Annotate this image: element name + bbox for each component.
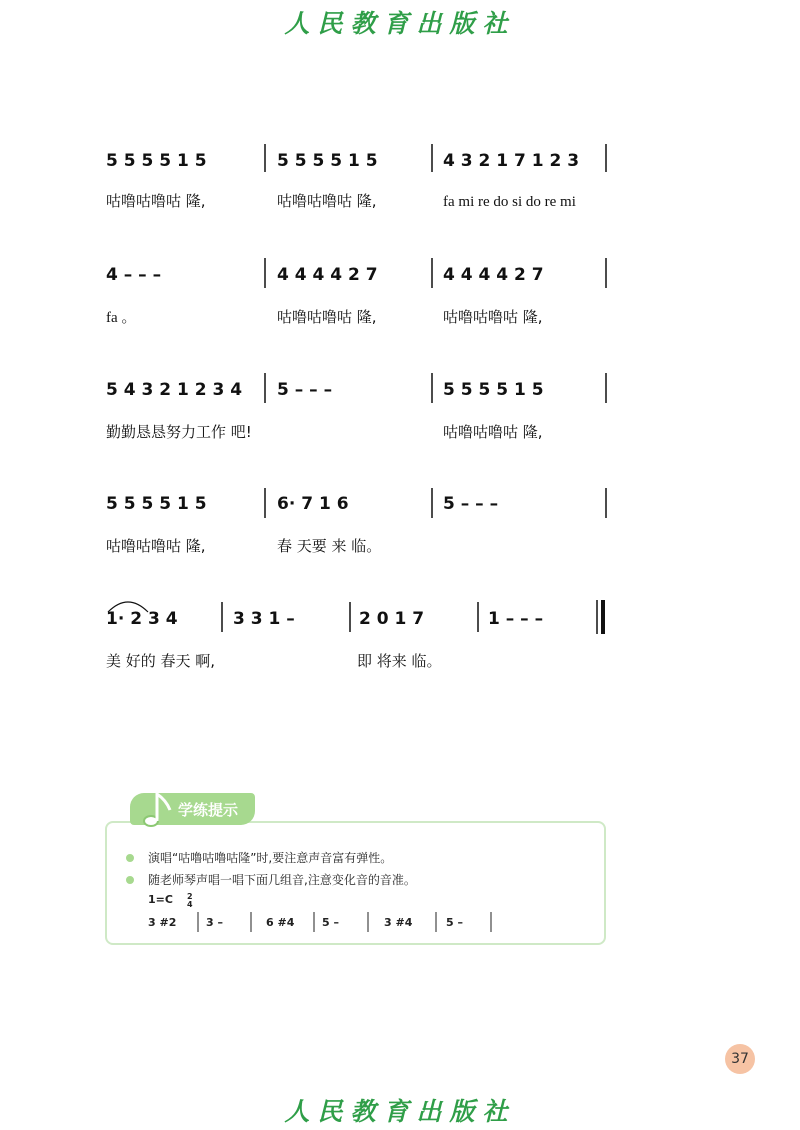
time-signature-top: 2 — [187, 892, 193, 901]
publisher-header: 人民教育出版社 — [284, 9, 516, 38]
exercise-2: 3 – — [206, 916, 223, 929]
row5-lyric2: 即 将来 临。 — [357, 652, 442, 670]
row2-measure3: 4 4 4 4 2 7 — [443, 265, 544, 285]
page-number: 37 — [725, 1044, 755, 1074]
row5-measure4: 1 – – – — [488, 609, 544, 629]
row1-measure3: 4 3 2 1 7 1 2 3 — [443, 151, 580, 171]
publisher-footer: 人民教育出版社 — [284, 1097, 516, 1126]
tips-title: 学练提示 — [178, 801, 239, 819]
row3-lyric3: 咕噜咕噜咕 隆, — [443, 423, 543, 441]
time-signature-bottom: 4 — [187, 900, 193, 909]
row2-lyric2: 咕噜咕噜咕 隆, — [277, 308, 377, 326]
music-note-icon — [140, 788, 176, 830]
score-row-1 — [106, 144, 606, 210]
row3-measure2: 5 – – – — [277, 380, 333, 400]
row4-measure1: 5 5 5 5 1 5 — [106, 494, 207, 514]
row1-measure1: 5 5 5 5 1 5 — [106, 151, 207, 171]
exercise-6: 5 – — [446, 916, 463, 929]
row2-measure2: 4 4 4 4 2 7 — [277, 265, 378, 285]
row3-lyric1: 勤勤恳恳努力工作 吧! — [106, 423, 252, 441]
row1-lyric3: fa mi re do si do re mi — [443, 194, 576, 210]
row1-measure2: 5 5 5 5 1 5 — [277, 151, 378, 171]
tip-line-1: 演唱“咕噜咕噜咕隆”时,要注意声音富有弹性。 — [148, 851, 393, 865]
tip-line-2: 随老师琴声唱一唱下面几组音,注意变化音的音准。 — [148, 873, 416, 887]
row5-lyric1: 美 好的 春天 啊, — [106, 652, 216, 670]
row5-measure1: 1· 2 3 4 — [106, 609, 178, 629]
score-row-2 — [106, 258, 606, 326]
row2-measure1: 4 – – – — [106, 265, 162, 285]
row4-measure3: 5 – – – — [443, 494, 499, 514]
score-row-5 — [106, 600, 605, 670]
row5-measure2: 3 3 1 – — [233, 609, 295, 629]
row4-measure2: 6· 7 1 6 — [277, 494, 349, 514]
exercise-1: 3 #2 — [148, 916, 177, 929]
row3-measure1: 5 4 3 2 1 2 3 4 — [106, 380, 243, 400]
row4-lyric2: 春 天要 来 临。 — [277, 537, 382, 555]
bullet-icon — [126, 876, 134, 884]
row1-lyric2: 咕噜咕噜咕 隆, — [277, 192, 377, 210]
row3-measure3: 5 5 5 5 1 5 — [443, 380, 544, 400]
row5-measure3: 2 0 1 7 — [359, 609, 425, 629]
row1-lyric1: 咕噜咕噜咕 隆, — [106, 192, 206, 210]
score-row-4 — [106, 488, 606, 555]
score-row-3 — [106, 373, 606, 441]
row2-lyric1: fa 。 — [106, 310, 137, 326]
exercise-4: 5 – — [322, 916, 339, 929]
key-signature: 1=C — [148, 893, 173, 906]
bullet-icon — [126, 854, 134, 862]
row2-lyric3: 咕噜咕噜咕 隆, — [443, 308, 543, 326]
exercise-5: 3 #4 — [384, 916, 413, 929]
exercise-3: 6 #4 — [266, 916, 295, 929]
row4-lyric1: 咕噜咕噜咕 隆, — [106, 537, 206, 555]
